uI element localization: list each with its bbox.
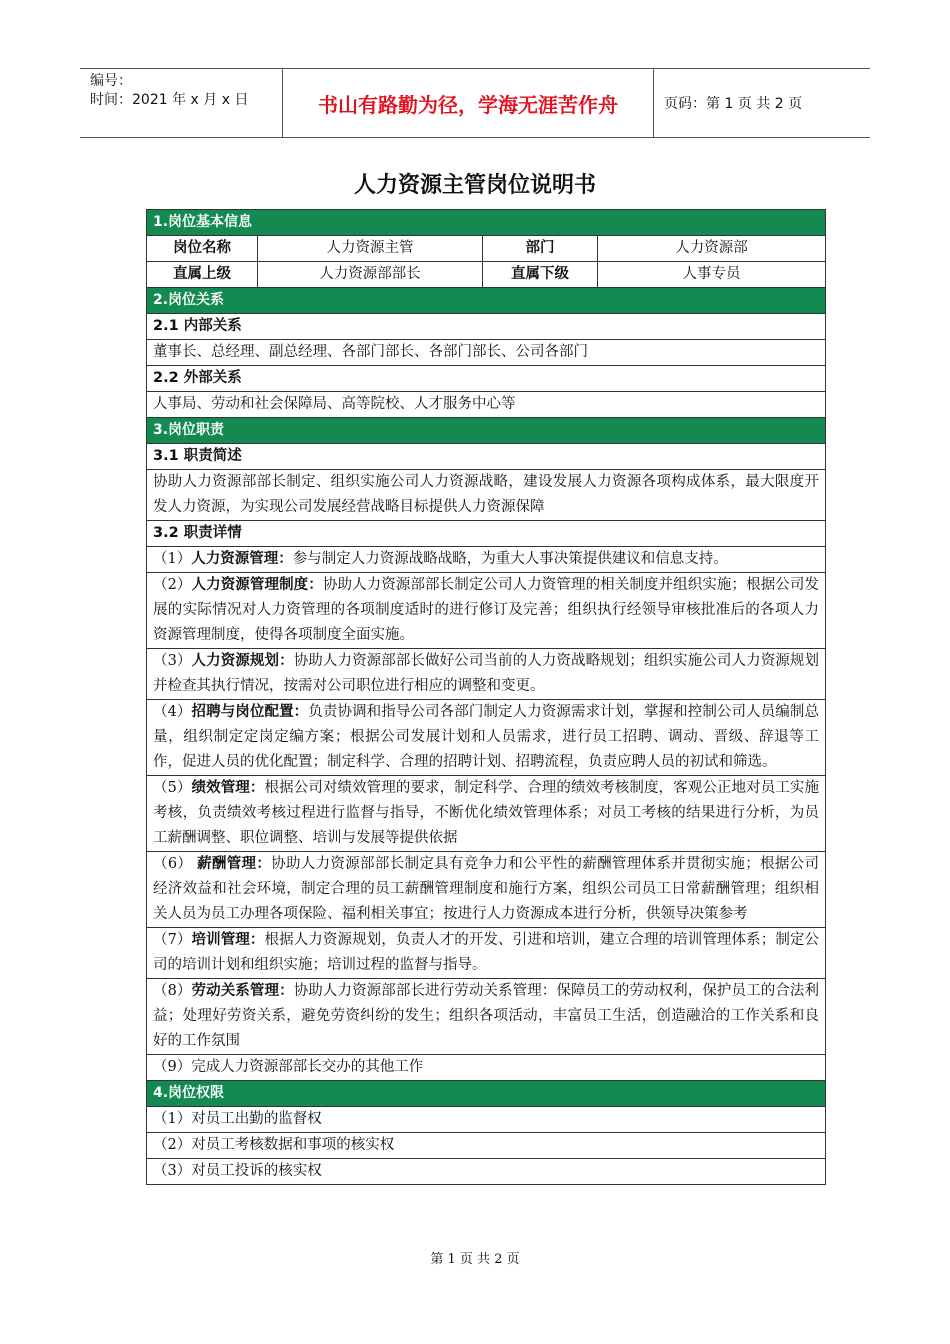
- section-header-authority: 4.岗位权限: [147, 1081, 826, 1107]
- item-number: （8）: [153, 983, 192, 999]
- item-term: 人力资源管理制度：: [191, 577, 323, 593]
- header-meta: [80, 69, 283, 137]
- item-term: 培训管理：: [191, 932, 265, 948]
- item-text: 负责协调和指导公司各部门制定人力资源需求计划，掌握和控制公司人员编制总量，组织制定定岗定编方案；根据公司发展计划和人员需求，进行员工招聘、调动、晋级、辞退等工作，促进人员的优化配置；制定科学、合理的招聘计划、招聘流程，负责应聘人员的初试和筛选。: [153, 704, 820, 770]
- subordinate-value: 人事专员: [598, 262, 826, 288]
- list-item: [147, 852, 826, 928]
- item-number: （6）: [153, 856, 198, 872]
- list-item: [147, 776, 826, 852]
- item-number: （1）: [153, 551, 192, 567]
- item-text: 根据公司对绩效管理的要求，制定科学、合理的绩效考核制度，客观公正地对员工实施考核，负责绩效考核过程进行监督与指导，不断优化绩效管理体系；对员工考核的结果进行分析，为员工薪酬调整、职位调整、培训与发展等提供依据: [153, 780, 820, 846]
- department-label: 部门: [483, 236, 598, 262]
- item-text: 协助人力资源部部长制定公司人力资管理的相关制度并组织实施；根据公司发展的实际情况对人力资管理的各项制度适时的进行修订及完善；组织执行经领导审核批准后的各项人力资源管理制度，使得各项制度全面实施。: [153, 577, 820, 643]
- item-number: （3）: [153, 653, 192, 669]
- item-term: 劳动关系管理：: [191, 983, 294, 999]
- duty-summary-text: 协助人力资源部部长制定、组织实施公司人力资源战略，建设发展人力资源各项构成体系，最大限度开发人力资源，为实现公司发展经营战略目标提供人力资源保障: [147, 470, 826, 521]
- table-row: [147, 340, 826, 366]
- item-term: 招聘与岗位配置：: [191, 704, 309, 720]
- subheading-duty-summary: 3.1 职责简述: [147, 444, 826, 470]
- item-text: 完成人力资源部部长交办的其他工作: [191, 1059, 424, 1075]
- list-item: [147, 928, 826, 979]
- item-text: 参与制定人力资源战略战略，为重大人事决策提供建议和信息支持。: [292, 551, 728, 567]
- table-row: [147, 392, 826, 418]
- item-term: 绩效管理：: [191, 780, 265, 796]
- item-number: （7）: [153, 932, 192, 948]
- item-term: 人力资源规划：: [191, 653, 294, 669]
- subheading-internal-relations: 2.1 内部关系: [147, 314, 826, 340]
- table-row: [147, 262, 826, 288]
- item-term: 人力资源管理：: [191, 551, 293, 567]
- section-header-basic-info: 1.岗位基本信息: [147, 210, 826, 236]
- position-name-value: 人力资源主管: [258, 236, 483, 262]
- list-item: [147, 700, 826, 776]
- list-item: （3）对员工投诉的核实权: [147, 1159, 826, 1185]
- document-number-label: 编号：: [90, 73, 132, 89]
- table-row: [147, 236, 826, 262]
- superior-value: 人力资源部部长: [258, 262, 483, 288]
- list-item: [147, 649, 826, 700]
- page-footer: 第 1 页 共 2 页: [430, 1252, 520, 1267]
- item-number: （4）: [153, 704, 192, 720]
- department-value: 人力资源部: [598, 236, 826, 262]
- list-item: （1）对员工出勤的监督权: [147, 1107, 826, 1133]
- list-item: [147, 1055, 826, 1081]
- item-text: 协助人力资源部部长制定具有竞争力和公平性的薪酬管理体系并贯彻实施；根据公司经济效益和社会环境，制定合理的员工薪酬管理制度和施行方案，组织公司员工日常薪酬管理；组织相关人员为员工办理各项保险、福利相关事宜；按进行人力资源成本进行分析，供领导决策参考: [153, 856, 819, 922]
- section-header-relations: 2.岗位关系: [147, 288, 826, 314]
- list-item: [147, 547, 826, 573]
- list-item: [147, 573, 826, 649]
- subordinate-label: 直属下级: [483, 262, 598, 288]
- item-text: 协助人力资源部部长做好公司当前的人力资战略规划；组织实施公司人力资源规划并检查其执行情况，按需对公司职位进行相应的调整和变更。: [153, 653, 820, 694]
- item-number: （9）: [153, 1059, 192, 1075]
- item-number: （5）: [153, 780, 192, 796]
- item-number: （2）: [153, 577, 192, 593]
- item-term: 薪酬管理：: [197, 856, 272, 872]
- internal-relations-text: 董事长、总经理、副总经理、各部门部长、各部门部长、公司各部门: [147, 340, 826, 366]
- external-relations-text: 人事局、劳动和社会保障局、高等院校、人才服务中心等: [147, 392, 826, 418]
- table-row: [147, 470, 826, 521]
- superior-label: 直属上级: [147, 262, 258, 288]
- document-title: 人力资源主管岗位说明书: [353, 173, 596, 198]
- document-date: 时间：2021 年 x 月 x 日: [90, 92, 249, 108]
- list-item: [147, 979, 826, 1055]
- page-header: [80, 68, 870, 138]
- section-header-duties: 3.岗位职责: [147, 418, 826, 444]
- header-motto: 书山有路勤为径，学海无涯苦作舟: [283, 69, 654, 137]
- job-description-table: [146, 209, 826, 1185]
- header-page-info: 页码：第 1 页 共 2 页: [664, 96, 803, 112]
- list-item: （2）对员工考核数据和事项的核实权: [147, 1133, 826, 1159]
- subheading-external-relations: 2.2 外部关系: [147, 366, 826, 392]
- position-name-label: 岗位名称: [147, 236, 258, 262]
- item-text: 协助人力资源部部长进行劳动关系管理：保障员工的劳动权利，保护员工的合法利益；处理好劳资关系，避免劳资纠纷的发生；组织各项活动，丰富员工生活，创造融洽的工作关系和良好的工作氛围: [153, 983, 820, 1049]
- item-text: 根据人力资源规划，负责人才的开发、引进和培训，建立合理的培训管理体系；制定公司的培训计划和组织实施；培训过程的监督与指导。: [153, 932, 820, 973]
- subheading-duty-details: 3.2 职责详情: [147, 521, 826, 547]
